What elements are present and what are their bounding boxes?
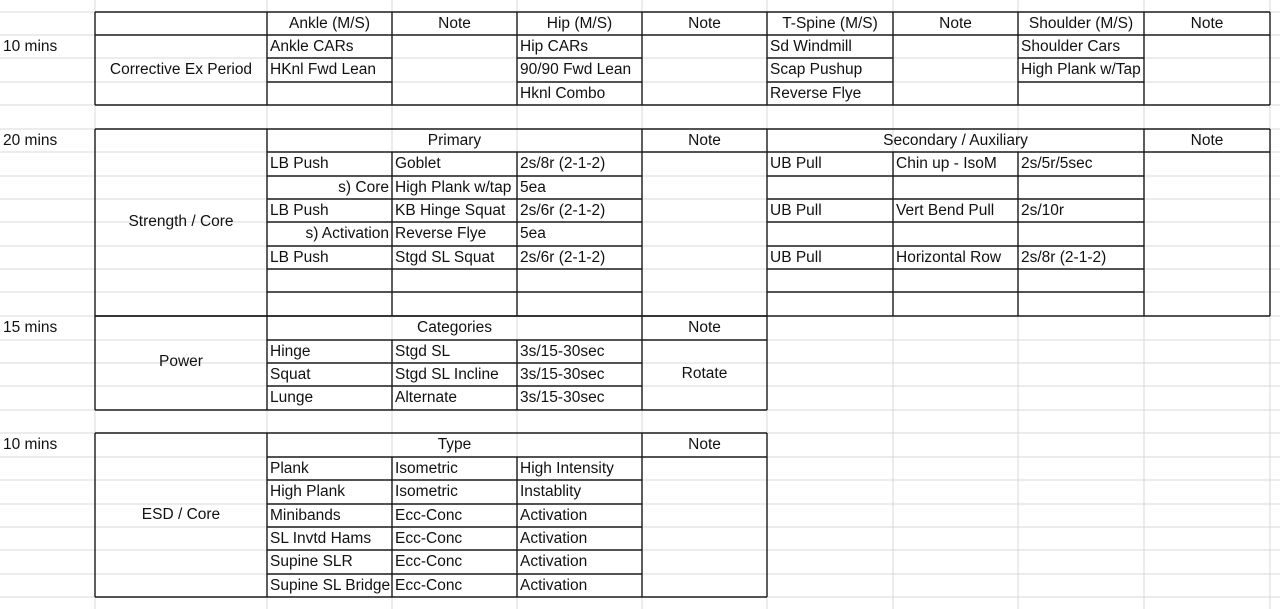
header-note[interactable]: Note — [438, 15, 471, 32]
secondary-dose[interactable]: 2s/8r (2-1-2) — [1021, 249, 1107, 266]
hip-exercise[interactable]: Hip CARs — [520, 38, 589, 55]
primary-category[interactable]: s) Activation — [305, 225, 389, 242]
esd-mode[interactable]: Ecc-Conc — [395, 507, 463, 524]
esd-focus[interactable]: Activation — [520, 577, 588, 594]
secondary-exercise[interactable]: Horizontal Row — [896, 249, 1002, 266]
power-category[interactable]: Hinge — [270, 343, 311, 360]
primary-exercise[interactable]: Reverse Flye — [395, 225, 487, 242]
secondary-dose[interactable]: 2s/10r — [1021, 202, 1065, 219]
ankle-exercise[interactable]: HKnl Fwd Lean — [270, 61, 376, 78]
primary-dose[interactable]: 2s/6r (2-1-2) — [520, 202, 606, 219]
primary-category[interactable]: LB Push — [270, 202, 329, 219]
header-note[interactable]: Note — [1190, 132, 1224, 149]
primary-category[interactable]: s) Core — [338, 179, 389, 196]
esd-focus[interactable]: High Intensity — [520, 460, 614, 477]
esd-exercise[interactable]: Plank — [270, 460, 309, 477]
primary-category[interactable]: LB Push — [270, 155, 329, 172]
primary-exercise[interactable]: KB Hinge Squat — [395, 202, 506, 219]
header-tspine[interactable]: T-Spine (M/S) — [782, 15, 878, 32]
power-exercise[interactable]: Stgd SL — [395, 343, 451, 360]
esd-focus[interactable]: Activation — [520, 507, 588, 524]
header-note[interactable]: Note — [688, 15, 721, 32]
esd-focus[interactable]: Activation — [520, 553, 588, 570]
power-dose[interactable]: 3s/15-30sec — [520, 366, 605, 383]
tspine-exercise[interactable]: Sd Windmill — [770, 38, 852, 55]
ankle-exercise[interactable]: Ankle CARs — [270, 38, 354, 55]
header-note[interactable]: Note — [688, 436, 721, 453]
header-shoulder[interactable]: Shoulder (M/S) — [1028, 15, 1134, 32]
esd-mode[interactable]: Ecc-Conc — [395, 553, 463, 570]
esd-focus[interactable]: Activation — [520, 530, 588, 547]
hip-exercise[interactable]: Hknl Combo — [520, 85, 606, 102]
primary-exercise[interactable]: Goblet — [395, 155, 441, 172]
esd-exercise[interactable]: High Plank — [270, 483, 345, 500]
time-label[interactable]: 10 mins — [3, 436, 58, 453]
header-note[interactable]: Note — [939, 15, 972, 32]
tspine-exercise[interactable]: Reverse Flye — [770, 85, 862, 102]
shoulder-exercise[interactable]: Shoulder Cars — [1021, 38, 1121, 55]
header-hip[interactable]: Hip (M/S) — [546, 15, 613, 32]
esd-mode[interactable]: Ecc-Conc — [395, 577, 463, 594]
time-label[interactable]: 15 mins — [3, 319, 58, 336]
header-secondary[interactable]: Secondary / Auxiliary — [883, 132, 1028, 149]
esd-mode[interactable]: Isometric — [395, 460, 458, 477]
esd-focus[interactable]: Instablity — [520, 483, 582, 500]
section-title-strength[interactable]: Strength / Core — [128, 213, 234, 230]
esd-exercise[interactable]: Supine SLR — [270, 553, 353, 570]
secondary-category[interactable]: UB Pull — [770, 249, 822, 266]
header-categories[interactable]: Categories — [417, 319, 492, 336]
header-note[interactable]: Note — [1190, 15, 1224, 32]
secondary-exercise[interactable]: Vert Bend Pull — [896, 202, 995, 219]
esd-exercise[interactable]: SL Invtd Hams — [270, 530, 372, 547]
primary-exercise[interactable]: High Plank w/tap — [395, 179, 512, 196]
section-title-esd[interactable]: ESD / Core — [141, 506, 221, 523]
primary-dose[interactable]: 2s/6r (2-1-2) — [520, 249, 606, 266]
header-primary[interactable]: Primary — [427, 132, 482, 149]
secondary-exercise[interactable]: Chin up - IsoM — [896, 155, 997, 172]
primary-dose[interactable]: 5ea — [520, 225, 546, 242]
secondary-dose[interactable]: 2s/5r/5sec — [1021, 155, 1093, 172]
power-note[interactable]: Rotate — [681, 365, 728, 382]
power-exercise[interactable]: Stgd SL Incline — [395, 366, 499, 383]
header-type[interactable]: Type — [437, 436, 472, 453]
power-category[interactable]: Squat — [270, 366, 311, 383]
shoulder-exercise[interactable]: High Plank w/Tap — [1021, 61, 1141, 78]
section-title-corrective[interactable]: Corrective Ex Period — [109, 61, 253, 78]
header-note[interactable]: Note — [688, 132, 721, 149]
header-ankle[interactable]: Ankle (M/S) — [289, 15, 370, 32]
esd-exercise[interactable]: Supine SL Bridge — [270, 577, 391, 594]
secondary-category[interactable]: UB Pull — [770, 202, 822, 219]
time-label[interactable]: 20 mins — [3, 132, 58, 149]
power-exercise[interactable]: Alternate — [395, 389, 458, 406]
power-dose[interactable]: 3s/15-30sec — [520, 389, 605, 406]
esd-exercise[interactable]: Minibands — [270, 507, 341, 524]
primary-dose[interactable]: 2s/8r (2-1-2) — [520, 155, 606, 172]
esd-mode[interactable]: Ecc-Conc — [395, 530, 463, 547]
primary-dose[interactable]: 5ea — [520, 179, 546, 196]
primary-exercise[interactable]: Stgd SL Squat — [395, 249, 495, 266]
hip-exercise[interactable]: 90/90 Fwd Lean — [520, 61, 632, 78]
section-title-power[interactable]: Power — [159, 353, 203, 370]
power-category[interactable]: Lunge — [270, 389, 314, 406]
header-note[interactable]: Note — [688, 319, 721, 336]
time-label[interactable]: 10 mins — [3, 38, 58, 55]
tspine-exercise[interactable]: Scap Pushup — [770, 61, 863, 78]
primary-category[interactable]: LB Push — [270, 249, 329, 266]
secondary-category[interactable]: UB Pull — [770, 155, 822, 172]
power-dose[interactable]: 3s/15-30sec — [520, 343, 605, 360]
esd-mode[interactable]: Isometric — [395, 483, 458, 500]
